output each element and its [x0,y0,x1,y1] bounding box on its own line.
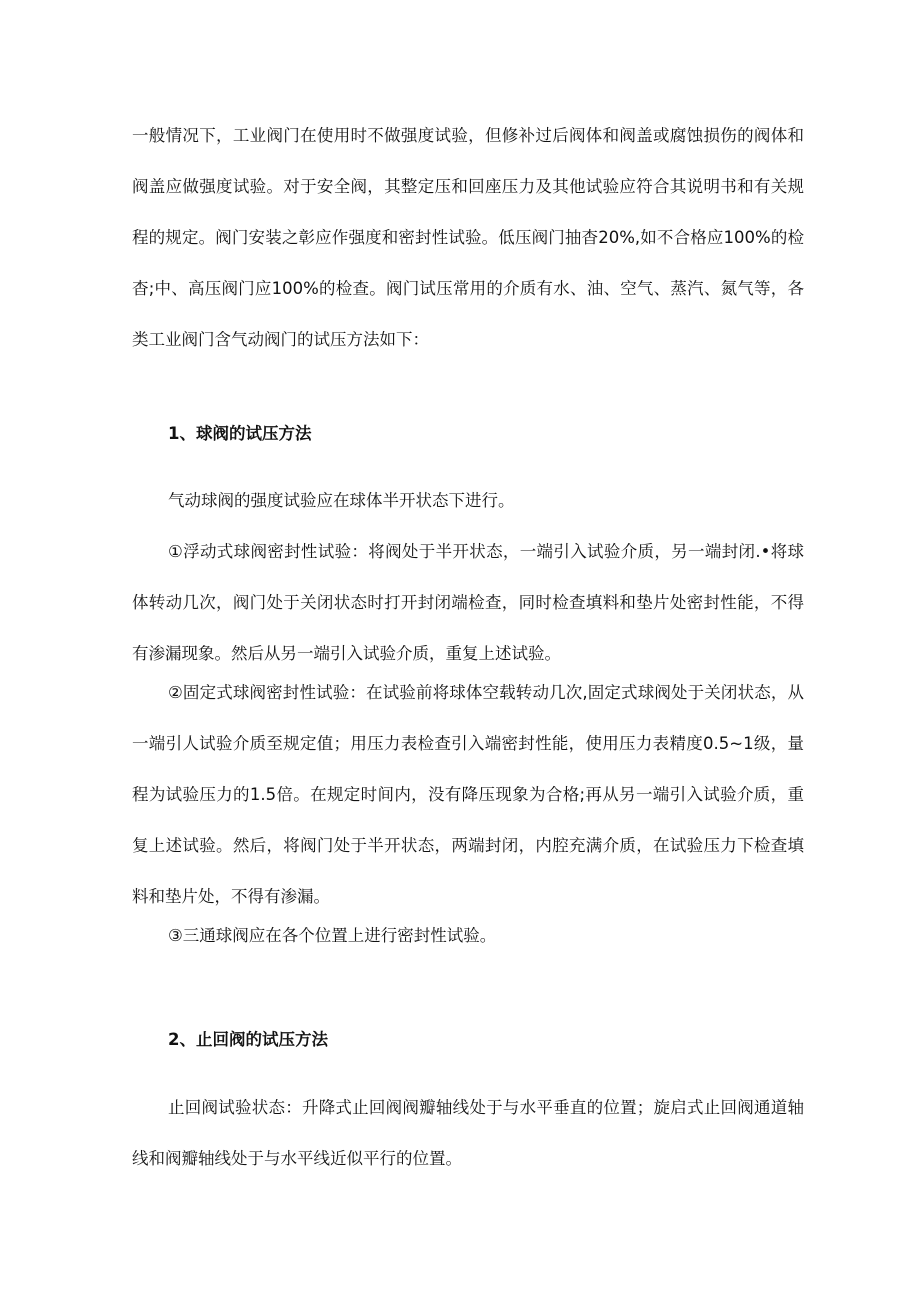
section-1-paragraph-2: ①浮动式球阀密封性试验：将阀处于半开状态，一端引入试验介质，另一端封闭.•将球体转动几次，阀门处于关闭状态时打开封闭端检查，同时检查填料和垫片处密封性能，不得有渗漏现象。然后从另一端引入试验介质，重复上述试验。 [132,542,804,663]
section-1-paragraph-3: ②固定式球阀密封性试验：在试验前将球体空载转动几次,固定式球阀处于关闭状态，从一端引人试验介质至规定值；用压力表检查引入端密封性能，使用压力表精度0.5~1级，量程为试验压力的1.5倍。在规定时间内，没有降压现象为合格;再从另一端引入试验介质，重复上述试验。然后，将阀门处于半开状态，两端封闭，内腔充满介质，在试验压力下检查填料和垫片处，不得有渗漏。 [132,683,804,906]
section-1-paragraph-4: ③三通球阀应在各个位置上进行密封性试验。 [168,926,497,945]
intro-paragraph: 一般情况下，工业阀门在使用时不做强度试验，但修补过后阀体和阀盖或腐蚀损伤的阀体和阀盖应做强度试验。对于安全阀，其整定压和回座压力及其他试验应符合其说明书和有关规程的规定。阀门安装之彰应作强度和密封性试验。低压阀门抽杳20%,如不合格应100%的检杳;中、高压阀门应100%的检查。阀门试压常用的介质有水、油、空气、蒸汽、氮气等，各类工业阀门含气动阀门的试压方法如下： [132,126,804,349]
section-2-heading: 2、止回阀的试压方法 [168,1030,328,1049]
section-1-paragraph-1: 气动球阀的强度试验应在球体半开状态下进行。 [168,491,515,510]
section-2-paragraph-1: 止回阀试验状态：升降式止回阀阀瓣轴线处于与水平垂直的位置；旋启式止回阀通道轴线和阀瓣轴线处于与水平线近似平行的位置。 [132,1098,804,1168]
section-1-heading: 1、球阀的试压方法 [168,424,312,443]
